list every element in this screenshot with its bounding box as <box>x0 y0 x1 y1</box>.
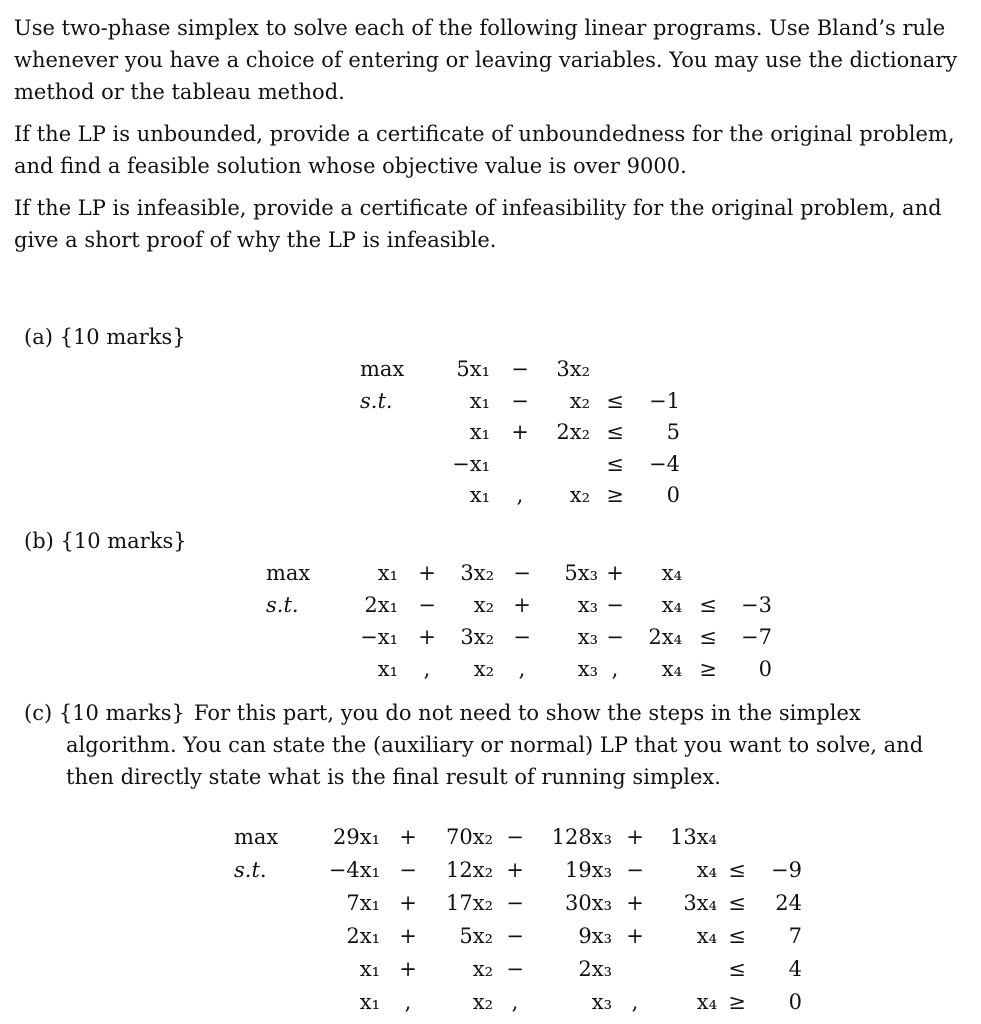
lp-b-row-3-col-7: x₄ <box>661 657 682 681</box>
lp-c-row-1-col-8: ≤ <box>728 858 746 882</box>
lp-b-row-1-col-6: − <box>606 593 624 617</box>
lp-b-row-0-col-7: x₄ <box>661 561 682 585</box>
lp-b-row-3-col-1: x₁ <box>377 657 398 681</box>
lp-a-row-4-col-5: 0 <box>666 483 680 507</box>
lp-b-row-3-col-5: x₃ <box>577 657 598 681</box>
lp-c-row-2-col-4: − <box>506 891 524 915</box>
lp-b-row-2-col-2: + <box>418 625 436 649</box>
lp-c-row-5-col-1: x₁ <box>359 990 380 1014</box>
lp-b-row-1-col-5: x₃ <box>577 593 598 617</box>
lp-b-row-2-col-3: 3x₂ <box>460 625 494 649</box>
lp-b-row-2-col-5: x₃ <box>577 625 598 649</box>
lp-c-row-1-col-1: −4x₁ <box>328 858 380 882</box>
lp-c-row-2-col-8: ≤ <box>728 891 746 915</box>
lp-c-row-1-col-7: x₄ <box>696 858 717 882</box>
lp-b-row-1-col-0: s.t. <box>266 593 299 617</box>
lp-c-row-1-col-2: − <box>399 858 417 882</box>
lp-c-row-3-col-7: x₄ <box>696 924 717 948</box>
lp-b-row-0-col-0: max <box>266 561 311 585</box>
lp-b-row-0-col-1: x₁ <box>377 561 398 585</box>
part-b-label: (b) {10 marks} <box>24 529 187 553</box>
lp-c-row-3-col-5: 9x₃ <box>578 924 612 948</box>
lp-a-row-4-col-2: , <box>516 483 524 507</box>
lp-b-row-2-col-7: 2x₄ <box>648 625 682 649</box>
lp-a-row-2-col-2: + <box>511 420 529 444</box>
lp-c-row-5-col-6: , <box>631 990 639 1014</box>
lp-c-row-3-col-1: 2x₁ <box>346 924 380 948</box>
lp-c-row-5-col-4: , <box>511 990 519 1014</box>
lp-a-row-1-col-3: x₂ <box>569 388 590 413</box>
lp-a-row-4-col-1: x₁ <box>469 483 490 507</box>
lp-c-row-5-col-9: 0 <box>788 990 802 1014</box>
lp-b-row-0-col-3: 3x₂ <box>460 561 494 585</box>
lp-c-row-2-col-1: 7x₁ <box>346 891 380 915</box>
lp-a-row-3-col-5: −4 <box>649 451 680 476</box>
lp-a-row-3-col-1: −x₁ <box>452 451 490 476</box>
lp-c-row-5-col-3: x₂ <box>472 990 493 1014</box>
lp-b-row-2-col-8: ≤ <box>699 625 717 649</box>
lp-c-row-1-col-4: + <box>506 858 524 882</box>
lp-c-row-0-col-6: + <box>626 825 644 849</box>
lp-a-row-1-col-0: s.t. <box>360 388 393 413</box>
lp-a-row-4-col-3: x₂ <box>569 483 590 507</box>
lp-c-row-1-col-9: −9 <box>771 858 802 882</box>
lp-c-row-2-col-7: 3x₄ <box>683 891 717 915</box>
lp-c-row-0-col-4: − <box>506 825 524 849</box>
lp-a-row-0-col-3: 3x₂ <box>556 357 590 381</box>
lp-b-row-3-col-4: , <box>518 657 526 681</box>
lp-a-row-2-col-1: x₁ <box>469 420 490 444</box>
part-a-label: (a) {10 marks} <box>24 325 186 349</box>
lp-b-row-3-col-6: , <box>611 657 619 681</box>
part-c-label: (c) {10 marks} <box>24 701 185 725</box>
lp-c-row-3-col-9: 7 <box>788 924 802 948</box>
lp-c-row-4-col-4: − <box>506 957 524 981</box>
lp-c-row-2-col-6: + <box>626 891 644 915</box>
lp-c-row-3-col-4: − <box>506 924 524 948</box>
lp-b-row-1-col-3: x₂ <box>473 593 494 617</box>
lp-c-row-0-col-2: + <box>399 825 417 849</box>
lp-c-row-1-col-6: − <box>626 858 644 882</box>
lp-b-row-1-col-8: ≤ <box>699 593 717 617</box>
lp-c-row-4-col-3: x₂ <box>472 957 493 981</box>
lp-c-row-4-col-5: 2x₃ <box>578 957 612 981</box>
lp-a-row-0-col-0: max <box>360 357 405 381</box>
lp-a-row-2-col-4: ≤ <box>606 420 624 444</box>
lp-b-row-0-col-5: 5x₃ <box>564 561 598 585</box>
lp-c-row-1-col-3: 12x₂ <box>446 858 493 882</box>
lp-c-row-4-col-1: x₁ <box>359 957 380 981</box>
lp-b-row-2-col-9: −7 <box>741 625 772 649</box>
lp-c-row-1-col-0: s.t. <box>234 858 267 882</box>
lp-a-row-0-col-1: 5x₁ <box>456 357 490 381</box>
lp-b-row-2-col-4: − <box>513 625 531 649</box>
lp-a-row-1-col-1: x₁ <box>469 388 490 413</box>
lp-c-row-2-col-9: 24 <box>775 891 802 915</box>
intro-paragraph-2: If the LP is unbounded, provide a certificate of unboundedness for the original problem, and find a feasible solution whose objective value is over 9000. <box>14 122 955 178</box>
part-c-instructions: For this part, you do not need to show the steps in the simplex algorithm. You can state the (auxiliary or normal) LP that you want to solve, and then directly state what is the final result of running simplex. <box>66 701 924 789</box>
lp-c-row-5-col-5: x₃ <box>591 990 612 1014</box>
lp-c-row-0-col-5: 128x₃ <box>551 825 612 849</box>
lp-c-row-3-col-3: 5x₂ <box>459 924 493 948</box>
lp-b-row-1-col-9: −3 <box>741 593 772 617</box>
lp-b-row-0-col-2: + <box>418 561 436 585</box>
lp-a-row-1-col-2: − <box>511 388 529 413</box>
intro-paragraph-1: Use two-phase simplex to solve each of the following linear programs. Use Bland’s rule whenever you have a choice of entering or leaving variables. You may use the dictionary method or the tableau method. <box>14 16 958 104</box>
lp-a-row-3-col-4: ≤ <box>606 451 624 476</box>
lp-b-row-1-col-4: + <box>513 593 531 617</box>
lp-c-row-0-col-7: 13x₄ <box>670 825 717 849</box>
lp-b-row-1-col-1: 2x₁ <box>364 593 398 617</box>
lp-c-row-2-col-3: 17x₂ <box>446 891 493 915</box>
lp-a-row-0-col-2: − <box>511 357 529 381</box>
lp-c-row-3-col-2: + <box>399 924 417 948</box>
lp-b-row-1-col-7: x₄ <box>661 593 682 617</box>
lp-c-row-2-col-2: + <box>399 891 417 915</box>
lp-c-row-0-col-1: 29x₁ <box>333 825 380 849</box>
lp-c-row-4-col-2: + <box>399 957 417 981</box>
lp-b-row-2-col-6: − <box>606 625 624 649</box>
lp-c-row-5-col-2: , <box>404 990 412 1014</box>
lp-b-row-0-col-6: + <box>606 561 624 585</box>
lp-b-row-3-col-8: ≥ <box>699 657 717 681</box>
lp-b-row-3-col-3: x₂ <box>473 657 494 681</box>
lp-a-row-1-col-5: −1 <box>649 388 680 413</box>
lp-c-row-4-col-8: ≤ <box>728 957 746 981</box>
lp-c-row-0-col-3: 70x₂ <box>446 825 493 849</box>
lp-c-row-2-col-5: 30x₃ <box>565 891 612 915</box>
lp-c-row-0-col-0: max <box>234 825 279 849</box>
lp-c-row-5-col-7: x₄ <box>696 990 717 1014</box>
lp-b-row-2-col-1: −x₁ <box>360 625 398 649</box>
lp-a-row-2-col-5: 5 <box>666 420 680 444</box>
lp-a-row-1-col-4: ≤ <box>606 388 624 413</box>
lp-a-row-2-col-3: 2x₂ <box>556 420 590 444</box>
lp-c-row-3-col-6: + <box>626 924 644 948</box>
lp-c-row-1-col-5: 19x₃ <box>565 858 612 882</box>
lp-b-row-3-col-9: 0 <box>758 657 772 681</box>
intro-paragraph-3: If the LP is infeasible, provide a certificate of infeasibility for the original problem, and give a short proof of why the LP is infeasible. <box>14 196 942 252</box>
lp-c-row-3-col-8: ≤ <box>728 924 746 948</box>
lp-b-row-1-col-2: − <box>418 593 436 617</box>
lp-a-row-4-col-4: ≥ <box>606 483 624 507</box>
lp-b-row-3-col-2: , <box>423 657 431 681</box>
lp-b-row-0-col-4: − <box>513 561 531 585</box>
lp-c-row-4-col-9: 4 <box>788 957 802 981</box>
lp-c-row-5-col-8: ≥ <box>728 990 746 1014</box>
